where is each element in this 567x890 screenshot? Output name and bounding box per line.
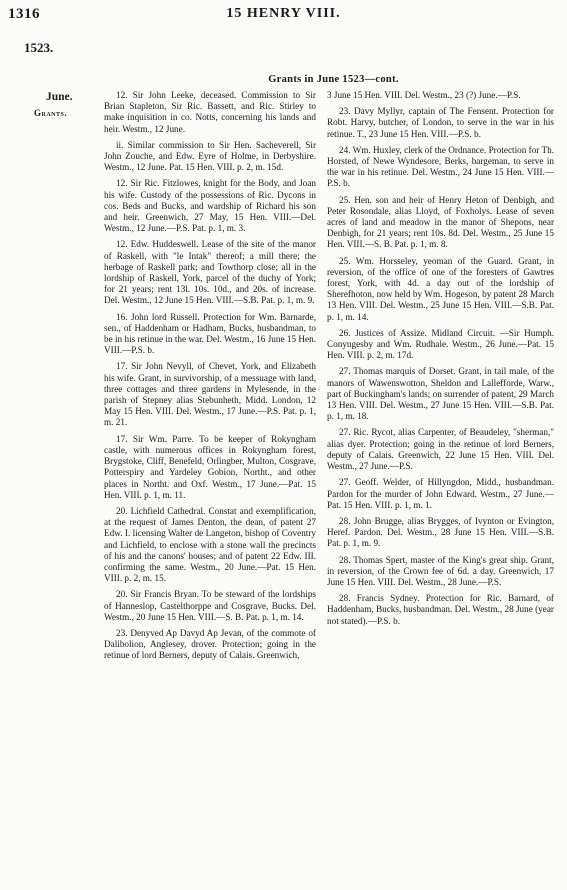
running-head: 15 HENRY VIII. xyxy=(226,6,341,21)
left-column xyxy=(104,90,316,667)
entry: 23. Davy Myllyr, captain of The Fensent. Protection for Robt. Harvy, butcher, of London, to serve in the war in his retinue. T., 23 June 15 Hen. VIII.—P.S. b. xyxy=(327,106,554,139)
entry: 25. Hen. son and heir of Henry Heton of Denbigh, and Peter Rosondale, alias Lloyd, of Foxholys. Lease of seven acres of land and meadow in the manor of Shepons, near Denbigh, for 21 years; rent 10s. 8d. Del. Westm., 25 June 15 Hen. VIII.—S. B. Pat. p. 1, m. 8. xyxy=(327,194,554,250)
right-column xyxy=(327,90,554,632)
entry: 27. Geoff. Welder, of Hillyngdon, Midd., husbandman. Pardon for the murder of John Edward. Westm., 27 June.—Pat. 15 Hen. VIII. p. 1, m. 1. xyxy=(327,477,554,510)
entry: 20. Lichfield Cathedral. Constat and exemplification, at the request of James Denton, the dean, of patent 27 Edw. I. licensing Walter de Langeton, bishop of Coventry and Lichfield, to enclose with a stone wall the precincts of his and the canons' houses; and of patent 22 Edw. III. confirming the same. Westm., 20 June.—Pat. 15 Hen. VIII. p. 2, m. 15. xyxy=(104,505,316,584)
section-heading: Grants in June 1523—cont. xyxy=(268,74,399,85)
entry: 28. Francis Sydney. Protection for Ric. Barnard, of Haddenham, Bucks, husbandman. Del. Westm., 28 June (year not stated).—P.S. b. xyxy=(327,593,554,626)
margin-label: Grants. xyxy=(34,108,68,118)
entry: 25. Wm. Horsseley, yeoman of the Guard. Grant, in reversion, of the office of one of the foresters of Gawtres forest, York, with 4d. a day out of the lordship of Sherefhoton, now held by Wm. Hogeson, by patent 28 March 13 Hen. VIII. Del. Westm., 25 June 15 Hen. VIII.—S.B. Pat. p. 1, m. 14. xyxy=(327,255,554,322)
entry: 23. Denyved Ap Davyd Ap Jevan, of the commote of Dalibolion, Anglesey, drover. Protection; going in the retinue of lord Berners, deputy of Calais. Greenwich, xyxy=(104,627,316,661)
entry: 12. Sir John Leeke, deceased. Commission to Sir Brian Stapleton, Sir Ric. Bassett, and Ric. Stirley to make inquisition in co. Notts, concerning his lands and heir. Westm., 12 June. xyxy=(104,90,316,134)
entry: 20. Sir Francis Bryan. To be steward of the lordships of Hanneslop, Castelthorppe and Cosgrave, Bucks. Del. Westm., 20 June 15 Hen. VIII.—S. B. Pat. p. 1, m. 14. xyxy=(104,589,316,622)
entry: 12. Edw. Huddeswell. Lease of the site of the manor of Raskell, with "le Intak" thereof; a mill there; the herbage of Raskell park; and Towthorp close; all in the lordship of Raskell, York, parcel of the duchy of York; for 21 years; rent 13l. 10s. 10d., and 20s. of increase. Del. Westm., 12 June 15 Hen. VIII.—S.B. Pat. p. 1, m. 9. xyxy=(104,239,316,306)
entry: 28. John Brugge, alias Brygges, of Ivynton or Evington, Heref. Pardon. Del. Westm., 28 June 15 Hen. VIII.—S.B. Pat. p. 1, m. 9. xyxy=(327,515,554,549)
entry: 12. Sir Ric. Fitzlowes, knight for the Body, and Joan his wife. Custody of the possessions of Ric. Dycons in cos. Beds and Bucks, and wardship of Richard his son and heir. Greenwich, 27 May, 15 Hen. VIII.—Del. Westm., 12 June.—P.S. Pat. p. 1, m. 3. xyxy=(104,178,316,234)
entry: 26. Justices of Assize. Midland Circuit. —Sir Humph. Conyngesby and Wm. Rudhale. Westm., 26 June.—Pat. 15 Hen. VIII. p. 2, m. 17d. xyxy=(327,327,554,361)
entry: 16. John lord Russell. Protection for Wm. Barnarde, sen., of Haddenham or Hadham, Bucks, husbandman, to be in his retinue in the war. Del. Westm., 16 June 15 Hen. VIII.—P.S. b. xyxy=(104,311,316,356)
entry: ii. Similar commission to Sir Hen. Sacheverell, Sir John Zouche, and Edw. Eyre of Holme, in Derbyshire. Westm., 12 June. Pat. 15 Hen. VIII. p. 2, m. 15d. xyxy=(104,139,316,173)
entry: 17. Sir Wm. Parre. To be keeper of Rokyngham castle, with numerous offices in Rokyngham forest, Brygstoke, Cliff, Benefeld, Orlingber, Multon, Cosgrave, Potterspiry and Yardeley Gobion, Northt., and other places in Northt. and Oxf. Westm., 17 June.—Pat. 15 Hen. VIII. p. 1, m. 11. xyxy=(104,433,316,500)
entry: 17. Sir John Nevyll, of Chevet, York, and Elizabeth his wife. Grant, in survivorship, of a messuage with land, three cottages and three gardens in Mylesende, in the parish of Stepney alias Stebunheth, Midd. London, 12 May 15 Hen. VIII. Del. Westm., 17 June.—P.S. Pat. p. 1, m. 21. xyxy=(104,361,316,428)
entry: 27. Thomas marquis of Dorset. Grant, in tail male, of the manors of Wawenswotton, Sheldon and Lallefforde, Warw., part of Buckingham's lands; on surrender of patent, 29 March 13 Hen. VIII. Del. Westm., 27 June 15 Hen. VIII.—S.B. Pat. p. 1, m. 18. xyxy=(327,366,554,422)
page-number: 1316 xyxy=(8,6,40,22)
year-heading: 1523. xyxy=(24,40,54,55)
entry: 27. Ric. Rycot, alias Carpenter, of Beaudeley, "sherman," alias dyer. Protection; going in the retinue of lord Berners, deputy of Calais. Greenwich, 22 June 15 Hen. VIII. Del. Westm., 27 June.—P.S. xyxy=(327,427,554,472)
margin-month: June. xyxy=(46,91,73,103)
entry-continued: 3 June 15 Hen. VIII. Del. Westm., 23 (?) June.—P.S. xyxy=(327,90,521,100)
entry: 28. Thomas Spert, master of the King's great ship. Grant, in reversion, of the Crown fee of 6d. a day. Greenwich, 17 June 15 Hen. VIII. Del. Westm., 28 June.—P.S. xyxy=(327,554,554,587)
entry: 24. Wm. Huxley, clerk of the Ordnance. Protection for Th. Horsted, of Newe Wyndesore, Berks, bargeman, to serve in the war in his retinue. Del. Westm., 24 June 15 Hen. VIII.—P.S. b. xyxy=(327,144,554,189)
